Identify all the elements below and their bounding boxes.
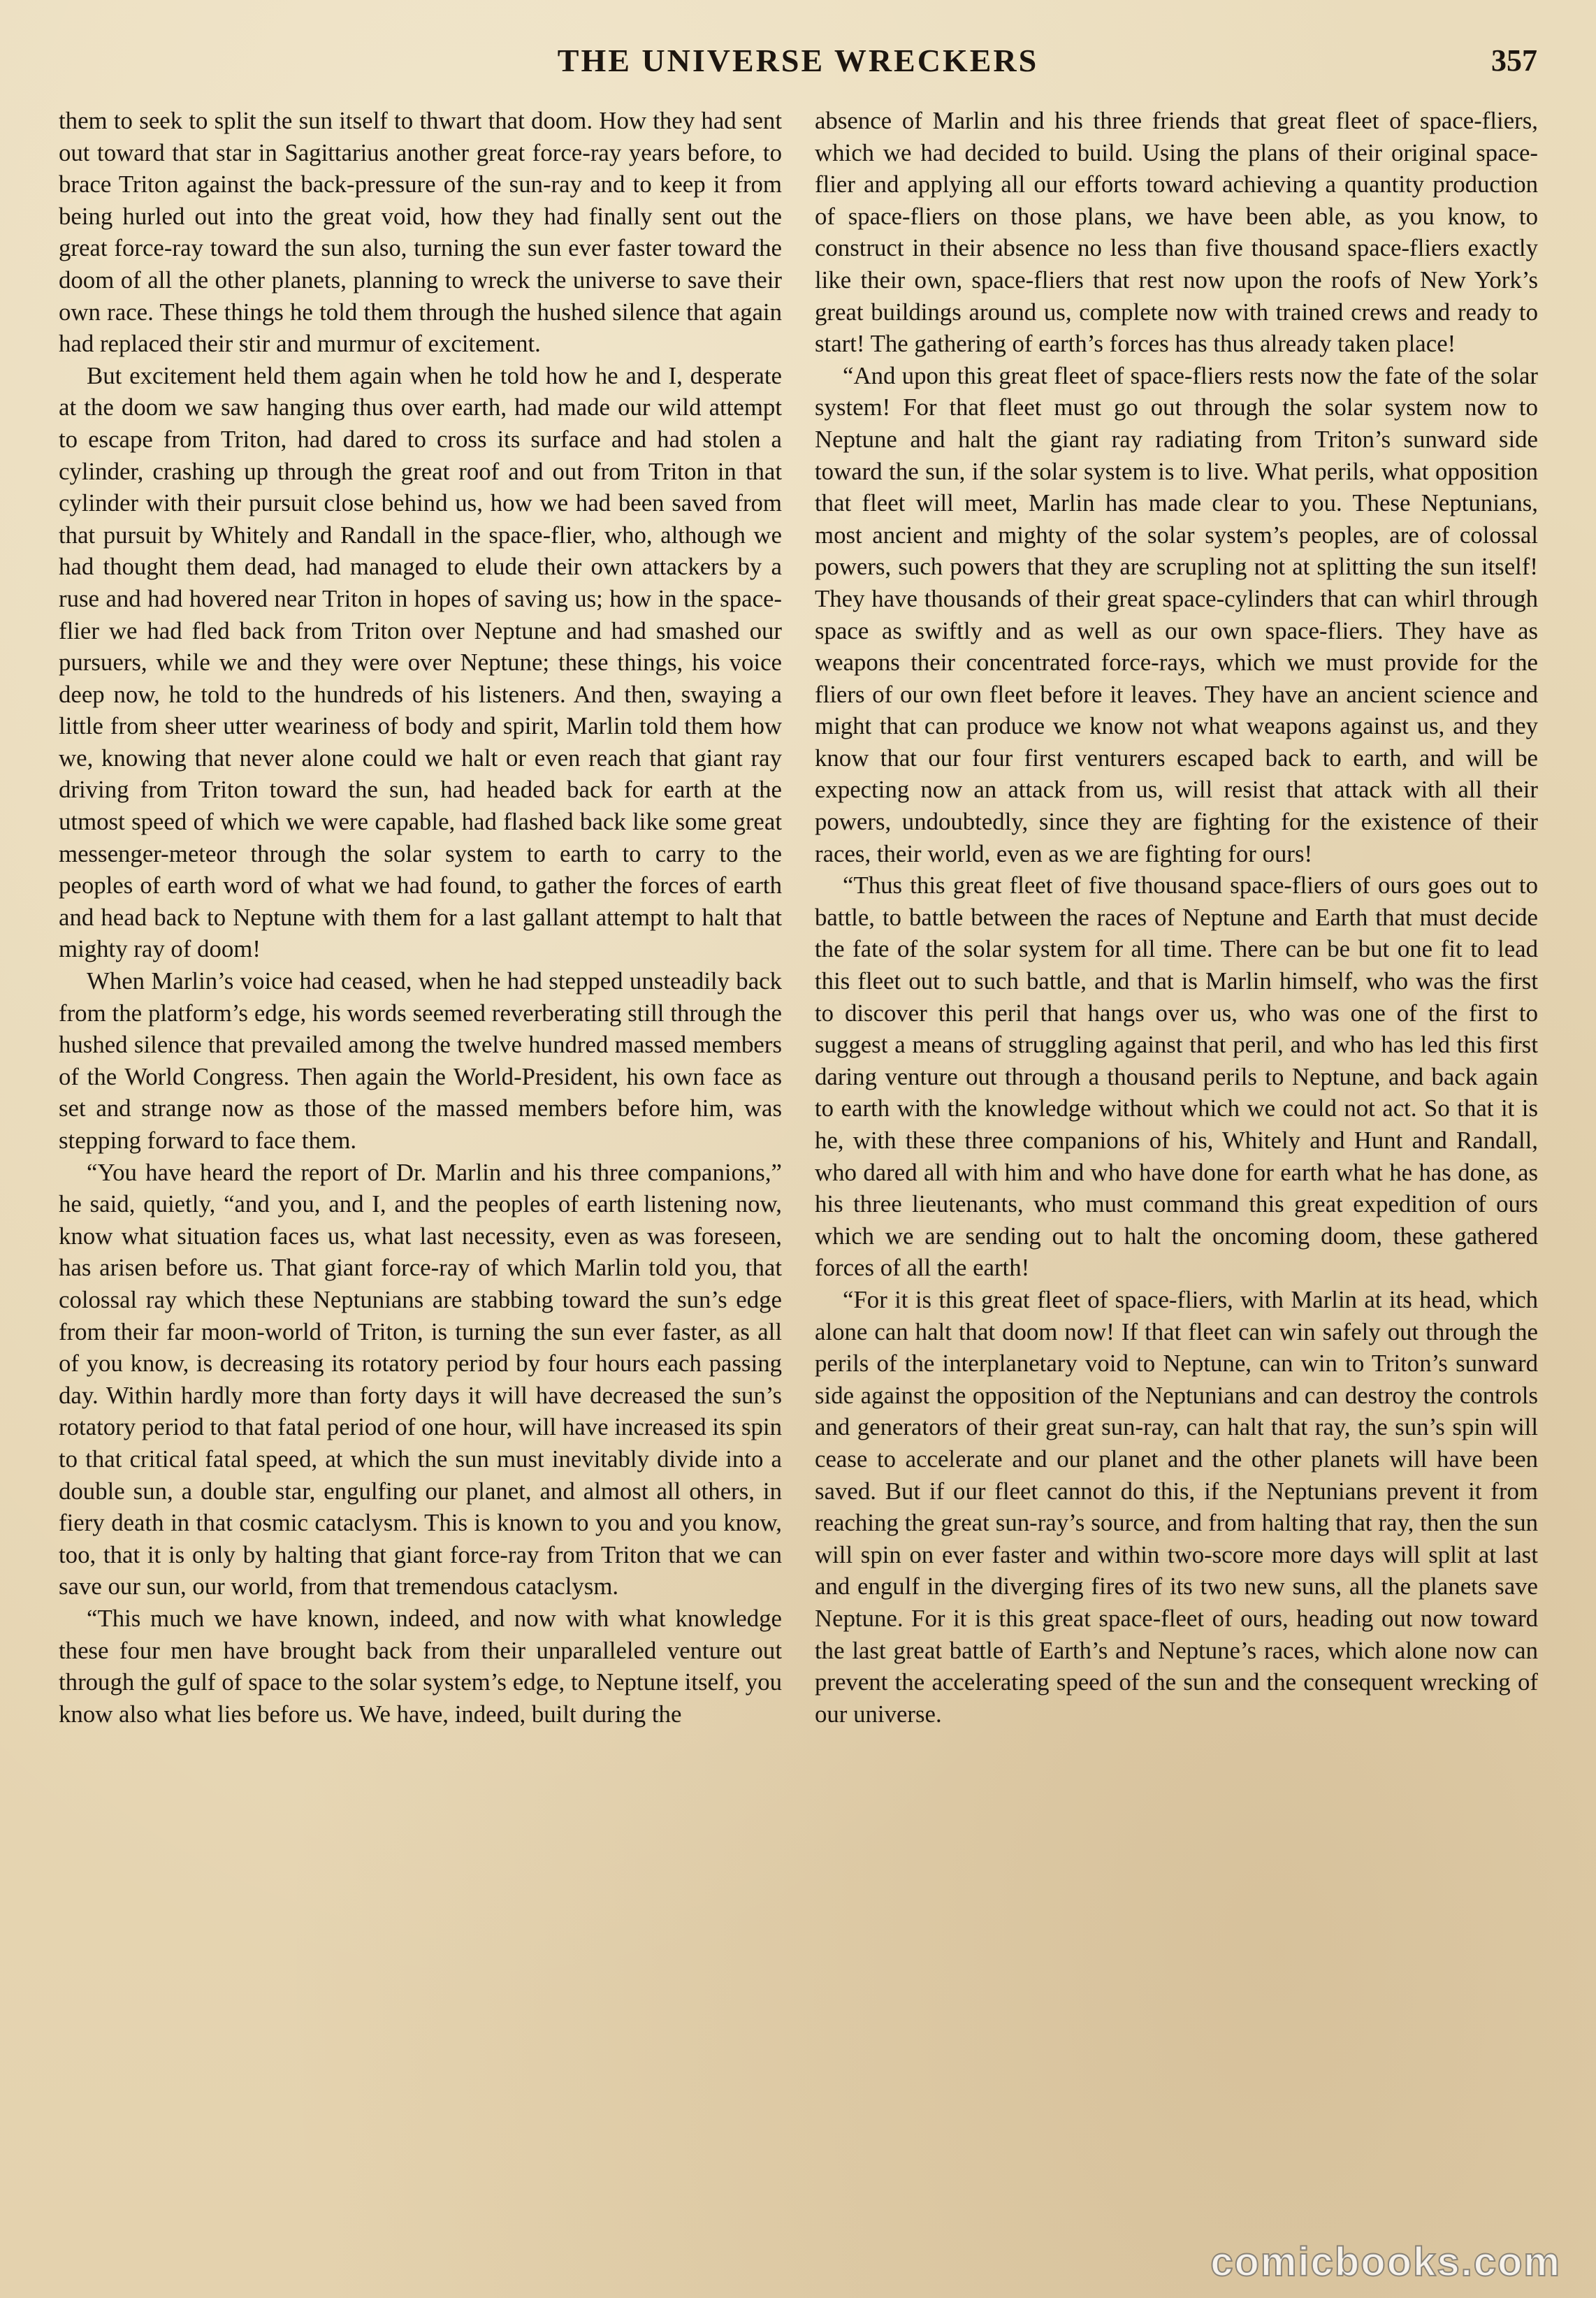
paragraph: “For it is this great fleet of space-fliers, with Marlin at its head, which alone can halt that doom now! If that fleet can win safely out through the perils of the interplanetary void to Neptune, can win to Triton’s sunward side against the opposition of the Neptunians and can destroy the controls and generators of their great sun-ray, can halt that ray, the sun’s spin will cease to accelerate and our planet and the other planets will have been saved. But if our fleet cannot do this, if the Neptunians prevent it from reaching the great sun-ray’s source, and from halting that ray, then the sun will spin on ever faster and within two-score more days will split at last and engulf in the diverging fires of its two new suns, all the planets save Neptune. For it is this great space-fleet of ours, heading out now toward the last great battle of Earth’s and Neptune’s races, which alone now can prevent the accelerating speed of the sun and the consequent wrecking of our universe. xyxy=(815,1285,1538,1728)
paragraph: them to seek to split the sun itself to thwart that doom. How they had sent out toward that star in Sagittarius another great force-ray years before, to brace Triton against the back-pressure of the sun-ray and to keep it from being hurled out into the great void, how they had finally sent out the great force-ray toward the sun also, turning the sun ever faster toward the doom of all the other planets, planning to wreck the universe to save their own race. These things he told them through the hushed silence that again had replaced their stir and murmur of excitement. xyxy=(59,107,782,358)
paragraph: But excitement held them again when he told how he and I, desperate at the doom we saw hanging thus over earth, had made our wild attempt to escape from Triton, had dared to cross its surface and had stolen a cylinder, crashing up through the great roof and out from Triton in that cylinder with their pursuit close behind us, how we had been saved from that pursuit by Whitely and Randall in the space-flier, who, although we had thought them dead, had managed to elude their own attackers by a ruse and had hovered near Triton in hopes of saving us; how in the space-flier we had fled back from Triton over Neptune and had smashed our pursuers, while we and they were over Neptune; these things, his voice deep now, he told to the hundreds of his listeners. And then, swaying a little from sheer utter weariness of body and spirit, Marlin told them how we, knowing that never alone could we halt or even reach that giant ray driving from Triton toward the sun, had headed back for earth at the utmost speed of which we were capable, had flashed back like some great messenger-meteor through the solar system to earth to carry to the peoples of earth word of what we had found, to gather the forces of earth and head back to Neptune with them for a last gallant attempt to halt that mighty ray of doom! xyxy=(59,361,782,963)
left-text-column xyxy=(59,105,782,2292)
paragraph: When Marlin’s voice had ceased, when he had stepped unsteadily back from the platform’s edge, his words seemed reverberating still through the hushed silence that prevailed among the twelve hundred massed members of the World Congress. Then again the World-President, his own face as set and strange now as those of the massed members before him, was stepping forward to face them. xyxy=(59,967,782,1154)
paragraph: “This much we have known, indeed, and now with what knowledge these four men have brought back from their unparalleled venture out through the gulf of space to the solar system’s edge, to Neptune itself, you know also what lies before us. We have, indeed, built during the xyxy=(59,1604,782,1728)
paragraph: “You have heard the report of Dr. Marlin and his three companions,” he said, quietly, “and you, and I, and the peoples of earth listening now, know what situation faces us, what last necessity, even as was foreseen, has arisen before us. That giant force-ray of which Marlin told you, that colossal ray which these Neptunians are stabbing toward the sun’s edge from their far moon-world of Triton, is turning the sun ever faster, as all of you know, is decreasing its rotatory period by four hours each passing day. Within hardly more than forty days it will have decreased the sun’s rotatory period to that fatal period of one hour, will have increased its spin to that critical fatal speed, at which the sun must inevitably divide into a double sun, a double star, engulfing our planet, and almost all others, in fiery death in that cosmic cataclysm. This is known to you and you know, too, that it is only by halting that giant force-ray from Triton that we can save our sun, our world, from that tremendous cataclysm. xyxy=(59,1158,782,1600)
page-title: THE UNIVERSE WRECKERS xyxy=(557,43,1039,78)
site-watermark: comicbooks.com xyxy=(1210,2239,1561,2285)
right-text-column xyxy=(815,105,1538,2292)
paragraph: absence of Marlin and his three friends that great fleet of space-fliers, which we had decided to build. Using the plans of their original space-flier and applying all our efforts toward achieving a quantity production of space-fliers on those plans, we have been able, as you know, to construct in their absence no less than five thousand space-fliers exactly like their own, space-fliers that rest now upon the roofs of New York’s great buildings around us, complete now with trained crews and ready to start! The gathering of earth’s forces has thus already taken place! xyxy=(815,107,1538,358)
page-number: 357 xyxy=(1491,43,1537,78)
paragraph: “Thus this great fleet of five thousand space-fliers of ours goes out to battle, to battle between the races of Neptune and Earth that must decide the fate of the solar system for all time. There can be but one fit to lead this fleet out to such battle, and that is Marlin himself, who was the first to discover this peril that hangs over us, who was one of the first to suggest a means of struggling against that peril, and who has led this first daring venture out through a thousand perils to Neptune, and back again to earth with the knowledge without which we could not act. So that it is he, with these three companions of his, Whitely and Hunt and Randall, who dared all with him and who have done for earth what he has done, as his three lieutenants, who must command this great expedition of ours which we are sending out to halt the oncoming doom, these gathered forces of all the earth! xyxy=(815,872,1538,1282)
running-head xyxy=(0,36,1596,85)
paragraph: “And upon this great fleet of space-fliers rests now the fate of the solar system! For that fleet must go out through the solar system now to Neptune and halt the giant ray radiating from Triton’s sunward side toward the sun, if the solar system is to live. What perils, what opposition that fleet will meet, Marlin has made clear to you. These Neptunians, most ancient and mighty of the solar system’s peoples, are of colossal powers, such powers that they are scrupling not at splitting the sun itself! They have thousands of their great space-cylinders that can whirl through space as swiftly and as well as our own space-fliers. They have as weapons their concentrated force-rays, which we must provide for the fliers of our own fleet before it leaves. They have an ancient science and might that can produce we know not what weapons against us, and they know that our four first venturers escaped back to earth, and will be expecting now an attack from us, will resist that attack with all their powers, undoubtedly, since they are fighting for the existence of their races, their world, even as we are fighting for ours! xyxy=(815,361,1538,867)
